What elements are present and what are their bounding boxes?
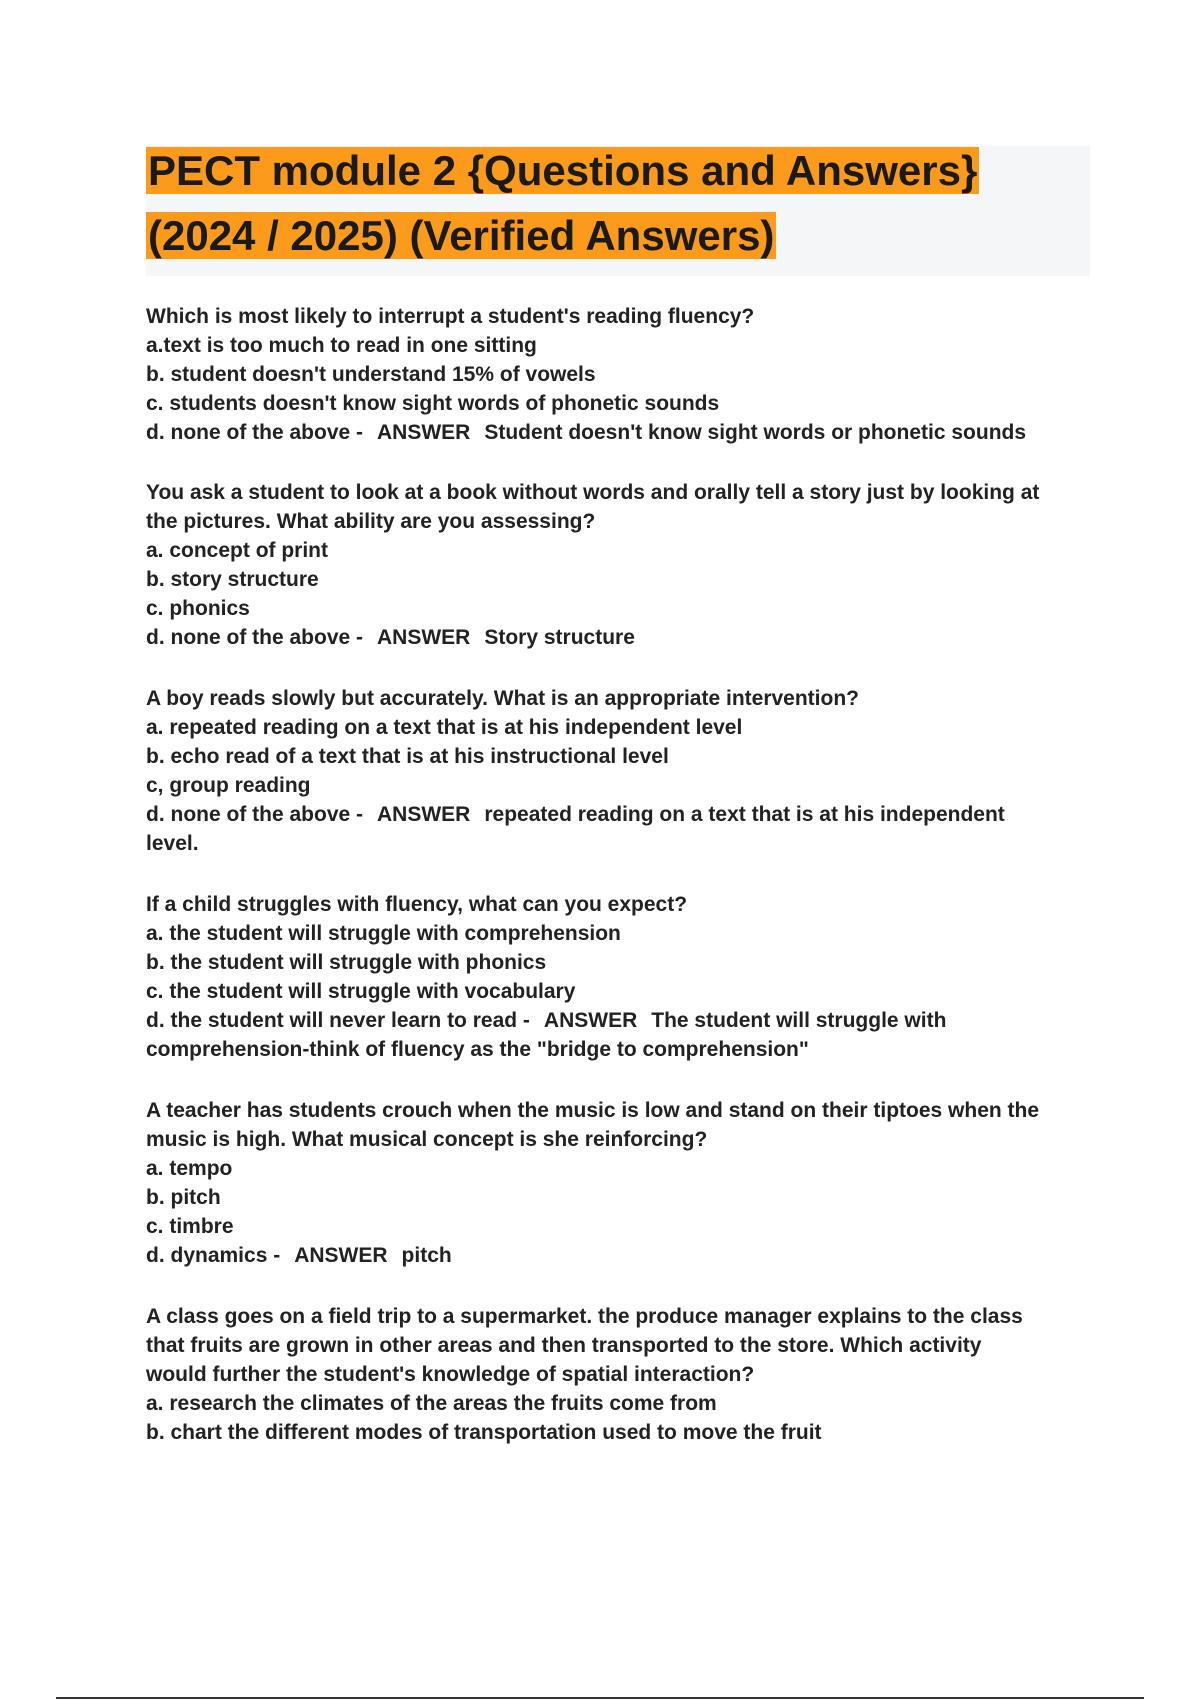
option-d: d. none of the above -	[146, 626, 364, 649]
question-block-2	[146, 478, 1096, 652]
option-d-with-answer	[146, 1241, 1096, 1270]
option-b: b. student doesn't understand 15% of vowels	[146, 363, 596, 386]
option-d: d. none of the above -	[146, 803, 364, 826]
option-b: b. the student will struggle with phonics	[146, 951, 547, 974]
option-a: a.text is too much to read in one sitting	[146, 334, 537, 357]
option-d-with-answer	[146, 800, 1096, 829]
option-b: b. echo read of a text that is at his instructional level	[146, 745, 669, 768]
question-text-line-2: music is high. What musical concept is she reinforcing?	[146, 1128, 708, 1151]
answer-label: ANSWER	[543, 1009, 638, 1032]
question-text: Which is most likely to interrupt a student's reading fluency?	[146, 305, 755, 328]
option-d-with-answer	[146, 418, 1096, 447]
question-text-line-1: You ask a student to look at a book without words and orally tell a story just by looking at	[146, 481, 1040, 504]
question-text-line-3: would further the student's knowledge of spatial interaction?	[146, 1363, 755, 1386]
answer-label: ANSWER	[377, 626, 471, 649]
answer-text-continued: level.	[146, 832, 199, 855]
option-d-with-answer	[146, 623, 1096, 652]
option-b: b. story structure	[146, 568, 319, 591]
question-block-3	[146, 684, 1096, 858]
option-a: a. tempo	[146, 1157, 233, 1180]
option-a: a. concept of print	[146, 539, 329, 562]
option-d: d. the student will never learn to read -	[146, 1009, 530, 1032]
option-a: a. research the climates of the areas the fruits come from	[146, 1392, 717, 1415]
question-text-line-2: that fruits are grown in other areas and then transported to the store. Which activity	[146, 1334, 982, 1357]
option-a: a. repeated reading on a text that is at his independent level	[146, 716, 743, 739]
answer-text: Student doesn't know sight words or phonetic sounds	[484, 421, 1027, 444]
option-b: b. chart the different modes of transportation used to move the fruit	[146, 1421, 822, 1444]
option-c: c. the student will struggle with vocabulary	[146, 980, 576, 1003]
question-text-line-1: A teacher has students crouch when the music is low and stand on their tiptoes when the	[146, 1099, 1040, 1122]
document-title-line-2: (2024 / 2025) (Verified Answers)	[148, 212, 775, 259]
question-block-4	[146, 890, 1096, 1064]
answer-text: repeated reading on a text that is at his independent	[484, 803, 1005, 826]
option-a: a. the student will struggle with comprehension	[146, 922, 621, 945]
question-block-5	[146, 1096, 1096, 1270]
question-block-1	[146, 302, 1096, 447]
option-d: d. none of the above -	[146, 421, 364, 444]
question-block-6	[146, 1302, 1096, 1447]
option-c: c. timbre	[146, 1215, 234, 1238]
option-d-with-answer	[146, 1006, 1096, 1035]
question-text-line-1: A class goes on a field trip to a supermarket. the produce manager explains to the class	[146, 1305, 1023, 1328]
answer-text-continued: comprehension-think of fluency as the "bridge to comprehension"	[146, 1038, 809, 1061]
document-title-line-1: PECT module 2 {Questions and Answers}	[148, 147, 978, 194]
answer-text: Story structure	[484, 626, 635, 649]
question-text: A boy reads slowly but accurately. What is an appropriate intervention?	[146, 687, 859, 710]
answer-text: pitch	[401, 1244, 452, 1267]
answer-label: ANSWER	[377, 421, 471, 444]
question-text-line-2: the pictures. What ability are you assessing?	[146, 510, 596, 533]
answer-label: ANSWER	[377, 803, 471, 826]
option-c: c, group reading	[146, 774, 311, 797]
option-d: d. dynamics -	[146, 1244, 281, 1267]
option-c: c. students doesn't know sight words of phonetic sounds	[146, 392, 720, 415]
option-b: b. pitch	[146, 1186, 221, 1209]
page-bottom-rule	[56, 1697, 1144, 1699]
option-c: c. phonics	[146, 597, 250, 620]
answer-text: The student will struggle with	[651, 1009, 947, 1032]
question-text: If a child struggles with fluency, what can you expect?	[146, 893, 688, 916]
answer-label: ANSWER	[294, 1244, 388, 1267]
